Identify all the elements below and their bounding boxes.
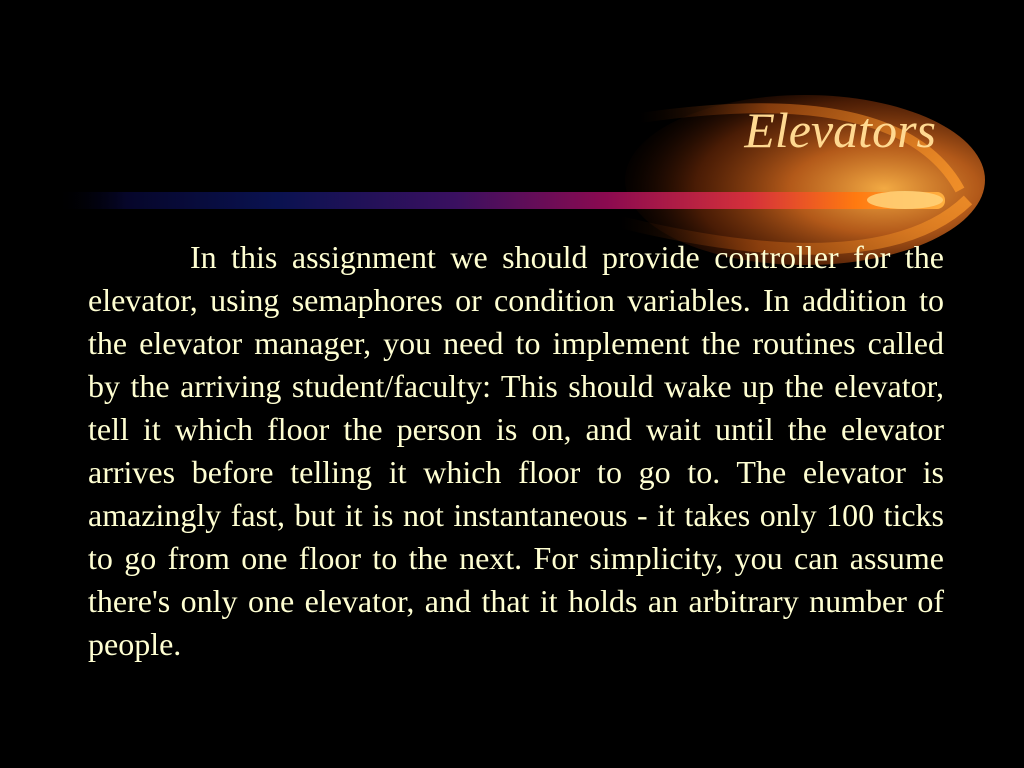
slide-title: Elevators: [744, 102, 936, 158]
stripe-hotspot: [867, 191, 943, 209]
slide-body-text: In this assignment we should provide controller for the elevator, using semaphores or condition variables. In addition to the elevator manager, you need to implement the routines called by the arriving student/faculty: This should wake up the elevator, tell it which floor the person is on, and wait until the elevator arrives before telling it which floor to go to. The elevator is amazingly fast, but it is not instantaneous - it takes only 100 ticks to go from one floor to the next. For simplicity, you can assume there's only one elevator, and that it holds an arbitrary number of people.: [88, 239, 944, 662]
horizontal-stripe: [55, 192, 945, 209]
